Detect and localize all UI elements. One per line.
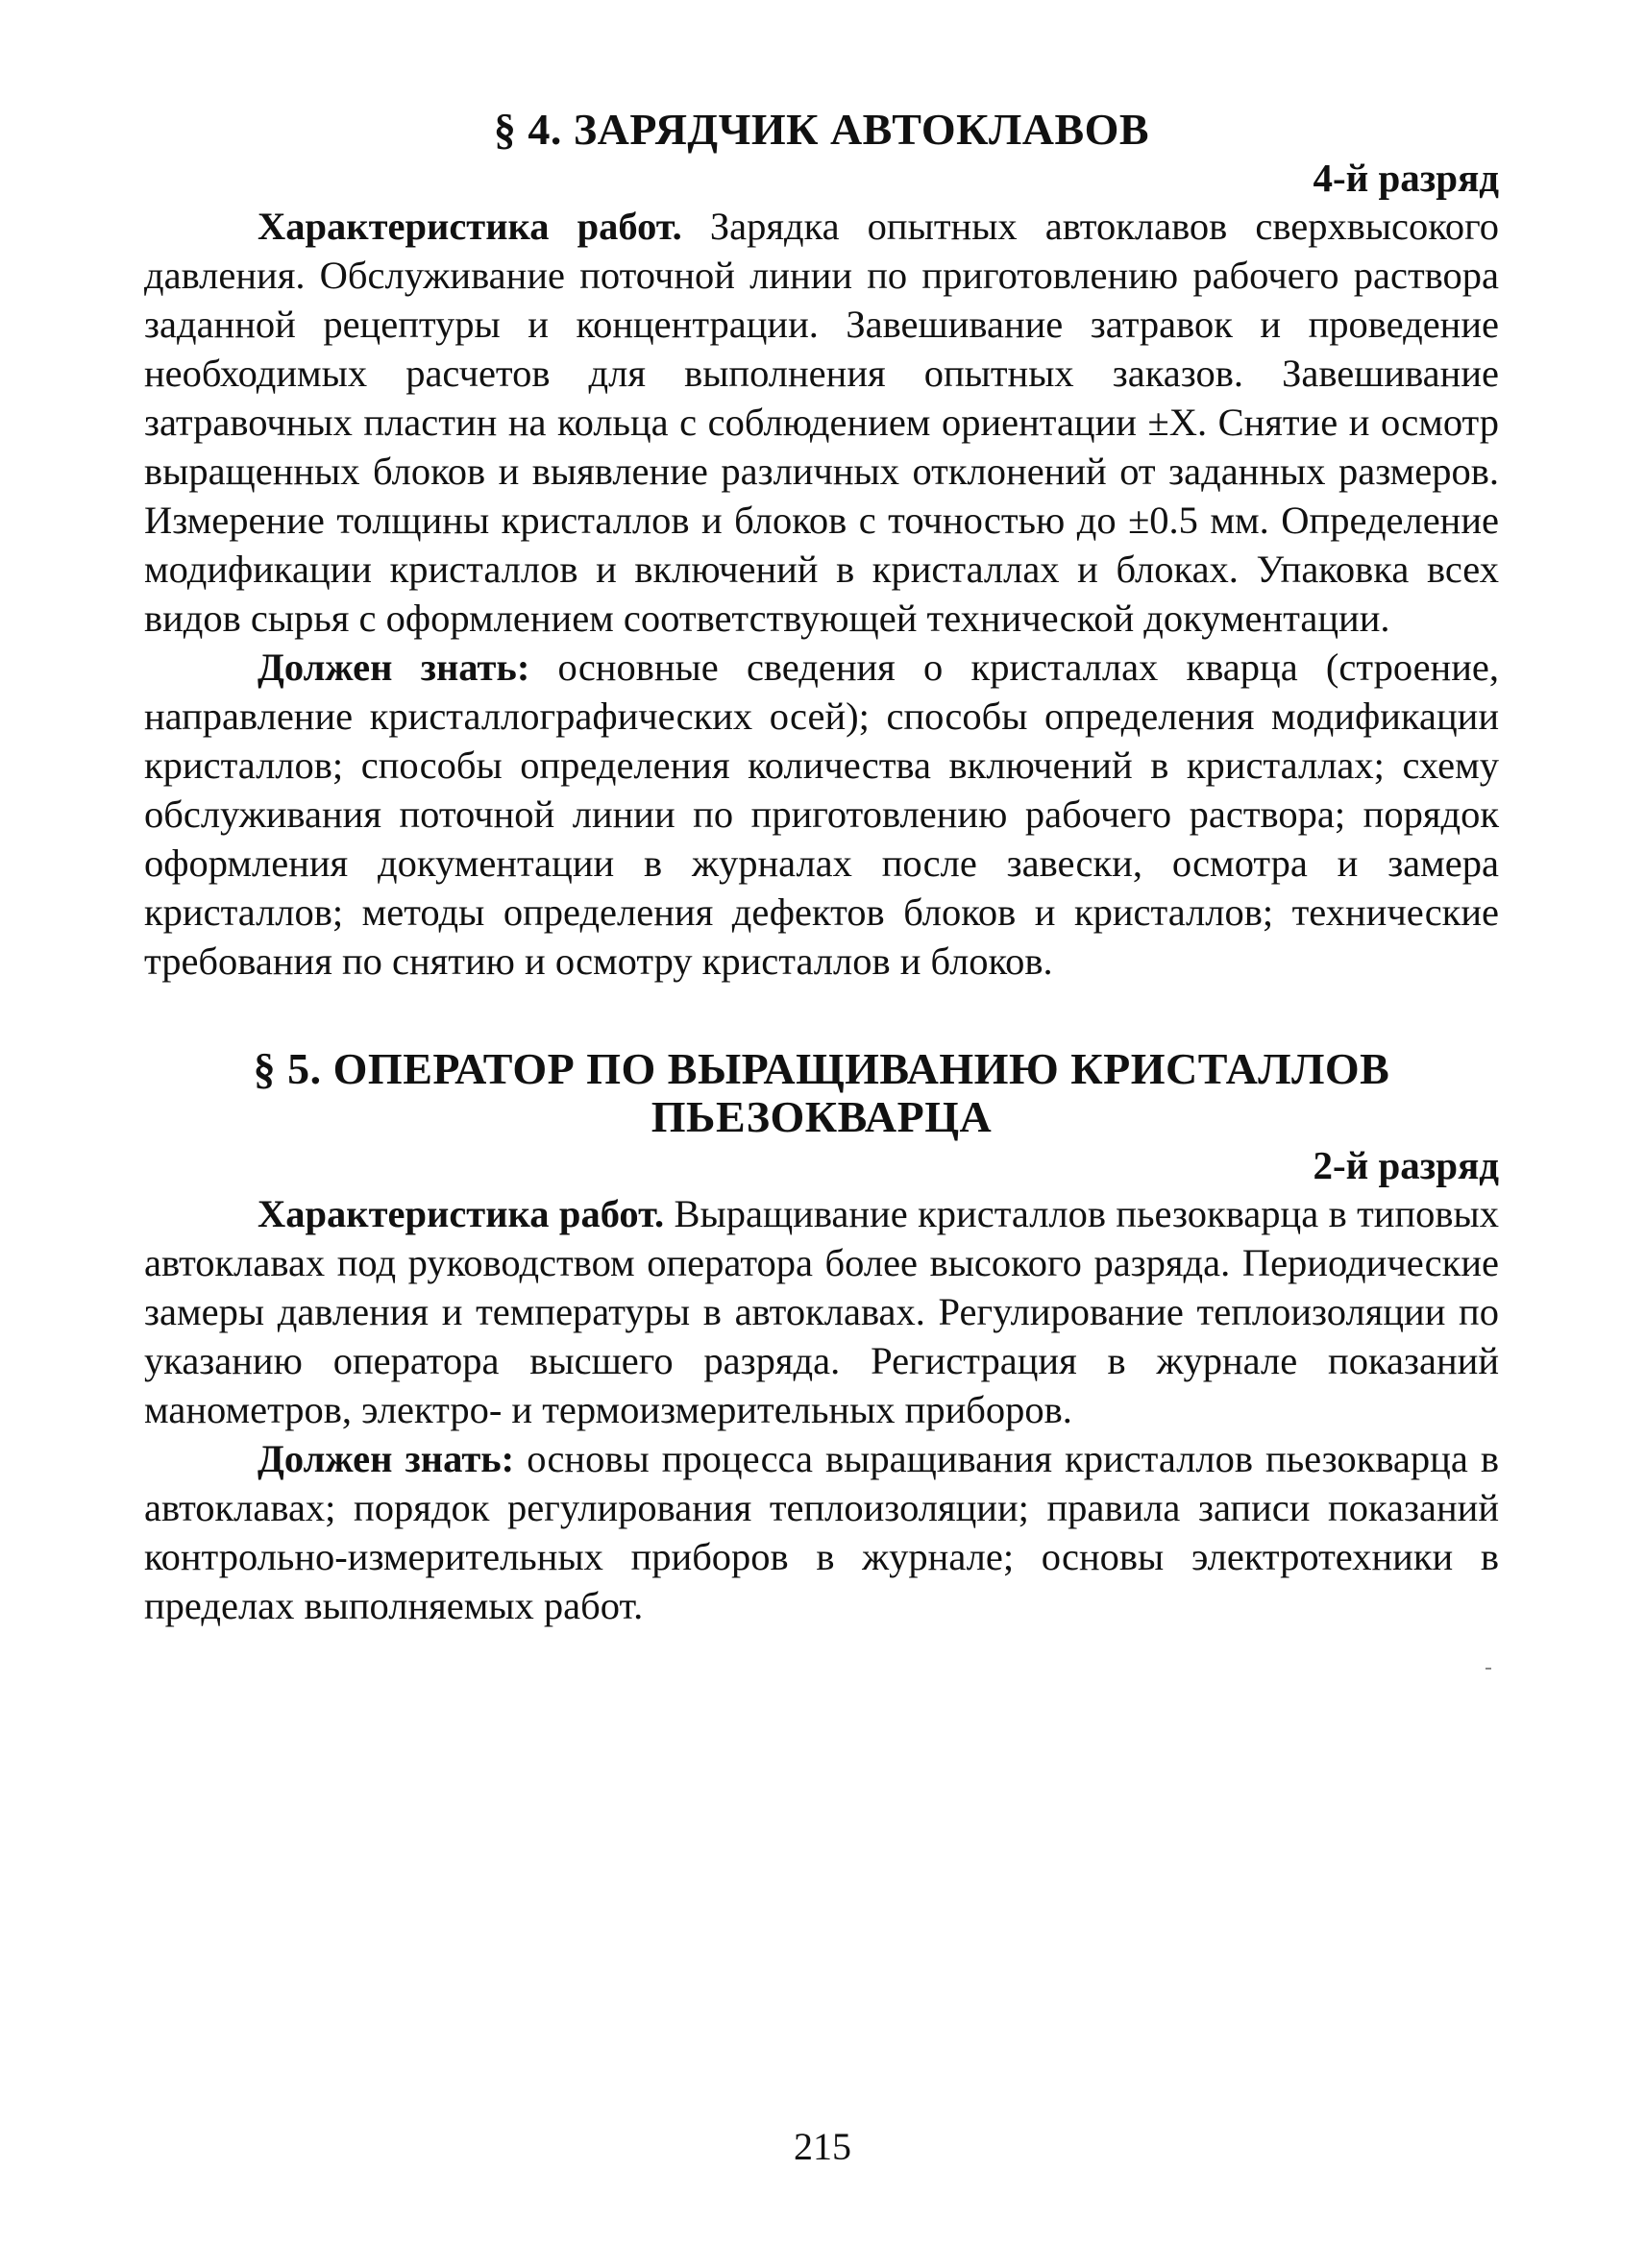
work-description-text: Выращивание кристаллов пьезокварца в типовых автоклавах под руководством оператора более высокого разряда. Периодические замеры давления и температуры в автоклавах. Регулирование теплоизоляции по указанию оператора высшего разряда. Регистрация в журнале показаний манометров, электро- и термоизмерительных приборов. — [144, 1192, 1499, 1431]
section-5-title-line-1: § 5. ОПЕРАТОР ПО ВЫРАЩИВАНИЮ КРИСТАЛЛОВ — [253, 1044, 1390, 1093]
required-knowledge-lead: Должен знать: — [258, 646, 530, 689]
section-4-title: § 4. ЗАРЯДЧИК АВТОКЛАВОВ — [493, 105, 1150, 154]
section-5-required-knowledge — [144, 1434, 1499, 1630]
work-description-text: Зарядка опытных автоклавов сверхвысокого давления. Обслуживание поточной линии по приготовлению рабочего раствора заданной рецептуры и концентрации. Завешивание затравок и проведение необходимых расчетов для выполнения опытных заказов. Завешивание затравочных пластин на кольца с соблюдением ориентации ±Х. Снятие и осмотр выращенных блоков и выявление различных отклонений от заданных размеров. Измерение толщины кристаллов и блоков с точностью до ±0.5 мм. Определение модификации кристаллов и включений в кристаллах и блоках. Упаковка всех видов сырья с оформлением соответствующей технической документации. — [144, 205, 1499, 640]
required-knowledge-text: основы процесса выращивания кристаллов пьезокварца в автоклавах; порядок регулирования теплоизоляции; правила записи показаний контрольно-измерительных приборов в журнале; основы электротехники в пределах выполняемых работ. — [144, 1437, 1499, 1627]
page-number: 215 — [794, 2125, 851, 2168]
required-knowledge-lead: Должен знать: — [258, 1437, 515, 1480]
section-5-title — [144, 1045, 1499, 1141]
section-4-required-knowledge — [144, 643, 1499, 986]
work-description-lead: Характеристика работ. — [258, 205, 682, 248]
section-5-rank: 2-й разряд — [1313, 1143, 1499, 1187]
section-5-work-description — [144, 1189, 1499, 1434]
work-description-lead: Характеристика работ. — [258, 1192, 665, 1235]
section-5-title-line-2: ПЬЕЗОКВАРЦА — [651, 1092, 993, 1141]
scan-mark — [1485, 1668, 1491, 1670]
required-knowledge-text: основные сведения о кристаллах кварца (строение, направление кристаллографических осей); способы определения модификации кристаллов; способы определения количества включений в кристаллах; схему обслуживания поточной линии по приготовлению рабочего раствора; порядок оформления документации в журналах после завески, осмотра и замера кристаллов; методы определения дефектов блоков и кристаллов; технические требования по снятию и осмотру кристаллов и блоков. — [144, 646, 1500, 983]
section-spacer — [144, 986, 1499, 1045]
text-column — [144, 106, 1499, 1630]
section-4-work-description — [144, 202, 1499, 643]
section-5 — [144, 1045, 1499, 1630]
section-4 — [144, 106, 1499, 986]
section-4-rank: 4-й разряд — [1313, 156, 1499, 200]
